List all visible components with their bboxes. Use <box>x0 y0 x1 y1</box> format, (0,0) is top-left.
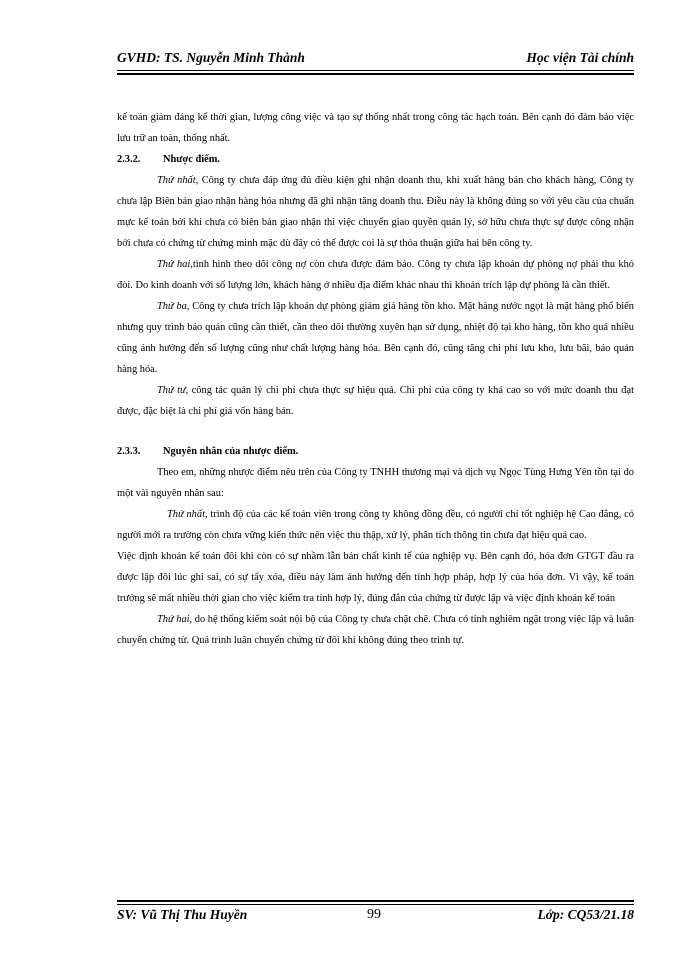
page-header <box>117 48 634 70</box>
paragraph: Việc định khoản kế toán đôi khi còn có sự nhầm lẫn bản chất kinh tế của nghiệp vụ. Bên cạnh đó, hóa đơn GTGT đầu ra được lập đôi lúc ghi sai, có sự tẩy xóa, điều này làm ảnh hưởng đến tính hợp pháp, hợp lý của hóa đơn. Vì vậy, kế toán trưởng sẽ mất nhiều thời gian cho việc kiểm tra tính hợp lý, đúng đắn của chứng từ được lập và việc định khoản kế toán <box>117 551 634 604</box>
paragraph-lead: Thứ tư, <box>157 385 189 396</box>
paragraph-lead: Thứ hai, <box>157 259 193 270</box>
spacer <box>117 422 634 441</box>
paragraph-lead: Thứ nhất, <box>167 509 208 520</box>
header-supervisor: GVHD: TS. Nguyễn Minh Thành <box>117 50 305 65</box>
paragraph <box>117 296 634 380</box>
section-number: 2.3.3. <box>117 446 141 457</box>
section-heading-causes <box>117 441 634 462</box>
paragraph-text: công tác quản lý chi phí chưa thực sự hiệu quả. Chi phí của công ty khá cao so với mức doanh thu đạt được, đặc biệt là chi phí giá vốn hàng bán. <box>117 385 634 417</box>
page-number: 99 <box>367 907 381 922</box>
paragraph-text: tình hình theo dõi công nợ còn chưa được đảm bảo. Công ty chưa lập khoản dự phòng nợ phải thu khó đòi. Do kinh doanh với số lượng lớn, khách hàng ở nhiều địa điểm khác nhau thì khoản trích lập dự phòng là cần thiết. <box>117 259 634 291</box>
paragraph-lead: Thứ hai, <box>157 614 193 625</box>
header-rule-thin <box>117 70 634 71</box>
section-title: Nguyên nhân của nhược điểm. <box>163 446 299 457</box>
paragraph-text: trình độ của các kế toán viên trong công ty không đồng đều, có người chỉ tốt nghiệp hệ Cao đẳng, có người mới ra trường còn chưa vững kiến thức nên việc thu thập, xử lý, phân tích thông tin chưa đạt hiệu quả cao. <box>117 509 634 541</box>
paragraph <box>117 609 634 651</box>
page-body <box>117 107 634 651</box>
page-footer <box>117 907 634 929</box>
paragraph-lead: Thứ ba, <box>157 301 190 312</box>
section-title: Nhược điểm. <box>163 154 221 165</box>
section-heading-weaknesses <box>117 149 634 170</box>
header-rule-thick <box>117 73 634 75</box>
paragraph-text: do hệ thống kiểm soát nội bộ của Công ty chưa chặt chẽ. Chưa có tính nghiêm ngặt trong việc lập và luân chuyển chứng từ. Quá trình luân chuyển chứng từ đôi khi không đúng theo trình tự. <box>117 614 634 646</box>
section-number: 2.3.2. <box>117 154 141 165</box>
footer-student: SV: Vũ Thị Thu Huyền <box>117 907 248 922</box>
header-institution: Học viện Tài chính <box>526 50 634 65</box>
paragraph: Theo em, những nhược điểm nêu trên của Công ty TNHH thương mại và dịch vụ Ngọc Tùng Hưng Yên tồn tại do một vài nguyên nhân sau: <box>117 467 634 499</box>
paragraph-text: Công ty chưa trích lập khoản dự phòng giảm giá hàng tồn kho. Mặt hàng nước ngọt là mặt hàng phổ biến nhưng quy trình bảo quản cũng cần thiết, cần theo dõi thường xuyên hạn sử dụng, nhiệt độ tại kho hàng, tồn kho quá nhiều cũng ảnh hưởng đến số lượng cũng như chất lượng hàng hóa. Bên cạnh đó, cũng tăng chi phí lưu kho, lưu bãi, bảo quản hàng hóa. <box>117 301 634 375</box>
footer-class: Lớp: CQ53/21.18 <box>537 907 634 922</box>
paragraph <box>117 504 634 546</box>
paragraph <box>117 170 634 254</box>
paragraph <box>117 254 634 296</box>
paragraph-text: Công ty chưa đáp ứng đủ điều kiện ghi nhận doanh thu, khi xuất hàng bán cho khách hàng, Công ty chưa lập Biên bản giao nhận hàng hóa nhưng đã ghi nhận tăng doanh thu. Điều này là không đúng so với yêu cầu của chuẩn mực kế toán bởi khi chưa có biên bản giao nhận thì việc chuyển giao quyền quản lý, sở hữu chưa thực sự được công nhận bởi chưa có chứng từ chứng minh mặc dù đây có thể được coi là sự thỏa thuận giữa hai bên công ty. <box>117 175 634 249</box>
footer-rule-thin <box>117 904 634 905</box>
paragraph <box>117 380 634 422</box>
footer-rule-thick <box>117 900 634 902</box>
intro-paragraph: kế toán giảm đáng kể thời gian, lượng công việc và tạo sự thống nhất trong công tác hạch toán. Bên cạnh đó đảm bảo việc lưu trữ an toàn, thống nhất. <box>117 112 634 144</box>
paragraph-lead: Thứ nhất, <box>157 175 199 186</box>
